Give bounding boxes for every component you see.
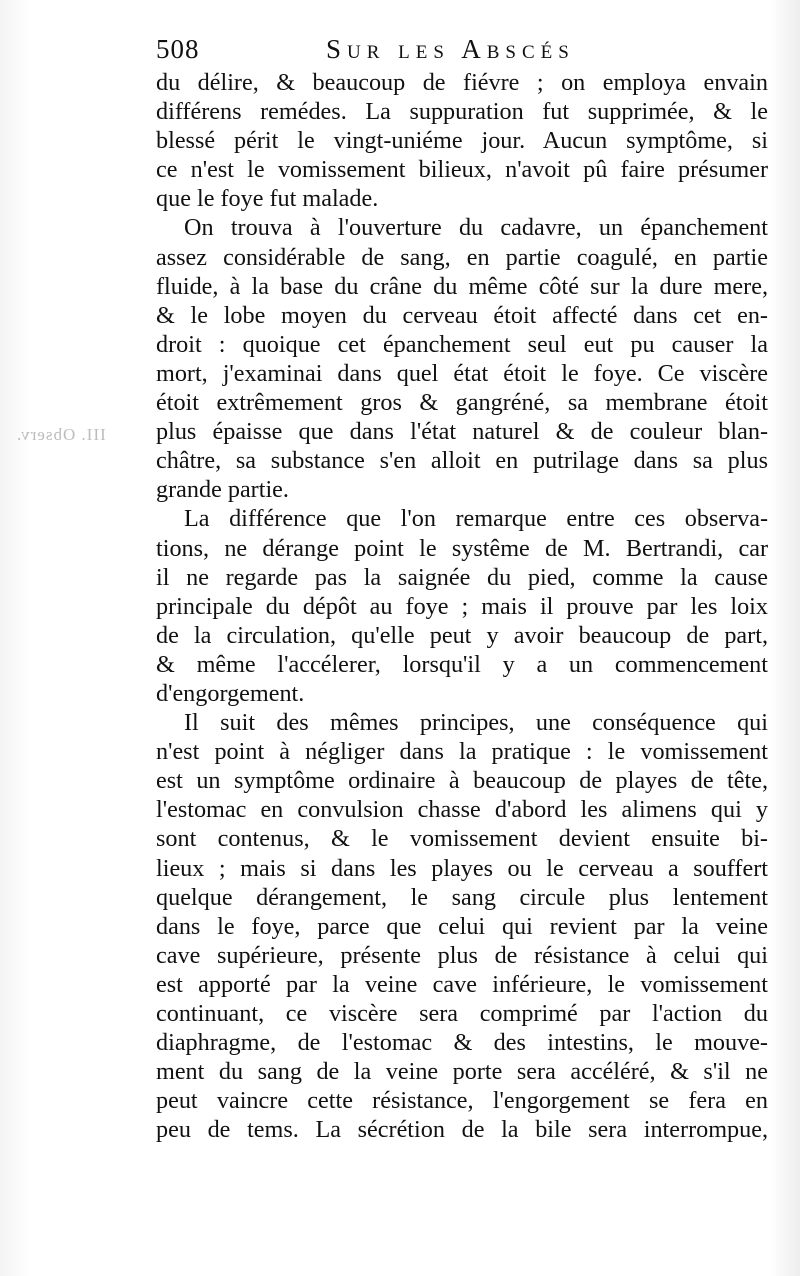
text-line: n'est point à négliger dans la pratique : le vomissement: [156, 738, 768, 766]
running-head: Sur les Abscés: [326, 34, 575, 64]
text-line: fluide, à la base du crâne du même côté sur la dure mere,: [156, 272, 768, 300]
text-line: du délire, & beaucoup de fiévre ; on employa envain: [156, 69, 768, 96]
paragraph-start-line: La différence que l'on remarque entre ces observa-: [184, 505, 768, 533]
text-line: sont contenus, & le vomissement devient ensuite bi-: [156, 825, 768, 853]
page-number: 508: [156, 34, 200, 64]
text-line: principale du dépôt au foye ; mais il prouve par les loix: [156, 592, 768, 620]
body-text: [156, 68, 768, 1144]
text-line: plus épaisse que dans l'état naturel & de couleur blan-: [156, 418, 768, 446]
text-line: d'engorgement.: [156, 679, 305, 707]
text-line: ce n'est le vomissement bilieux, n'avoit pû faire présumer: [156, 156, 768, 184]
text-line: dans le foye, parce que celui qui revient par la veine: [156, 912, 768, 940]
text-line: quelque dérangement, le sang circule plus lentement: [156, 883, 768, 911]
text-line: châtre, sa substance s'en alloit en putrilage dans sa plus: [156, 447, 768, 475]
text-line: grande partie.: [156, 476, 289, 504]
text-line: que le foye fut malade.: [156, 185, 379, 213]
text-line: & le lobe moyen du cerveau étoit affecté dans cet en-: [156, 301, 768, 329]
text-line: peut vaincre cette résistance, l'engorgement se fera en: [156, 1087, 768, 1115]
paragraph-start-line: On trouva à l'ouverture du cadavre, un épanchement: [184, 214, 768, 242]
text-line: est apporté par la veine cave inférieure, le vomissement: [156, 970, 768, 998]
text-line: il ne regarde pas la saignée du pied, comme la cause: [156, 563, 768, 591]
text-line: est un symptôme ordinaire à beaucoup de playes de tête,: [156, 767, 768, 795]
text-line: cave supérieure, présente plus de résistance à celui qui: [156, 941, 768, 969]
text-line: & même l'accélerer, lorsqu'il y a un commencement: [156, 650, 768, 678]
text-line: droit : quoique cet épanchement seul eut pu causer la: [156, 330, 768, 358]
text-line: diaphragme, de l'estomac & des intestins, le mouve-: [156, 1029, 768, 1057]
page-header: [156, 34, 768, 72]
margin-note-bleedthrough: III. Observ.: [16, 425, 106, 444]
text-line: mort, j'examinai dans quel état étoit le foye. Ce viscère: [156, 359, 768, 387]
paragraph-start-line: Il suit des mêmes principes, une conséquence qui: [184, 709, 768, 737]
text-line: de la circulation, qu'elle peut y avoir beaucoup de part,: [156, 621, 768, 649]
text-line: lieux ; mais si dans les playes ou le cerveau a souffert: [156, 854, 768, 882]
text-line: blessé périt le vingt-uniéme jour. Aucun symptôme, si: [156, 127, 768, 155]
text-line: étoit extrêmement gros & gangréné, sa membrane étoit: [156, 389, 768, 417]
text-line: différens remédes. La suppuration fut supprimée, & le: [156, 98, 768, 126]
text-line: tions, ne dérange point le systême de M. Bertrandi, car: [156, 534, 768, 562]
text-line: assez considérable de sang, en partie coagulé, en partie: [156, 243, 768, 271]
text-line: ment du sang de la veine porte sera accéléré, & s'il ne: [156, 1058, 768, 1086]
text-line: l'estomac en convulsion chasse d'abord les alimens qui y: [156, 796, 768, 824]
text-line: peu de tems. La sécrétion de la bile sera interrompue,: [156, 1116, 768, 1144]
text-line: continuant, ce viscère sera comprimé par l'action du: [156, 1000, 768, 1027]
